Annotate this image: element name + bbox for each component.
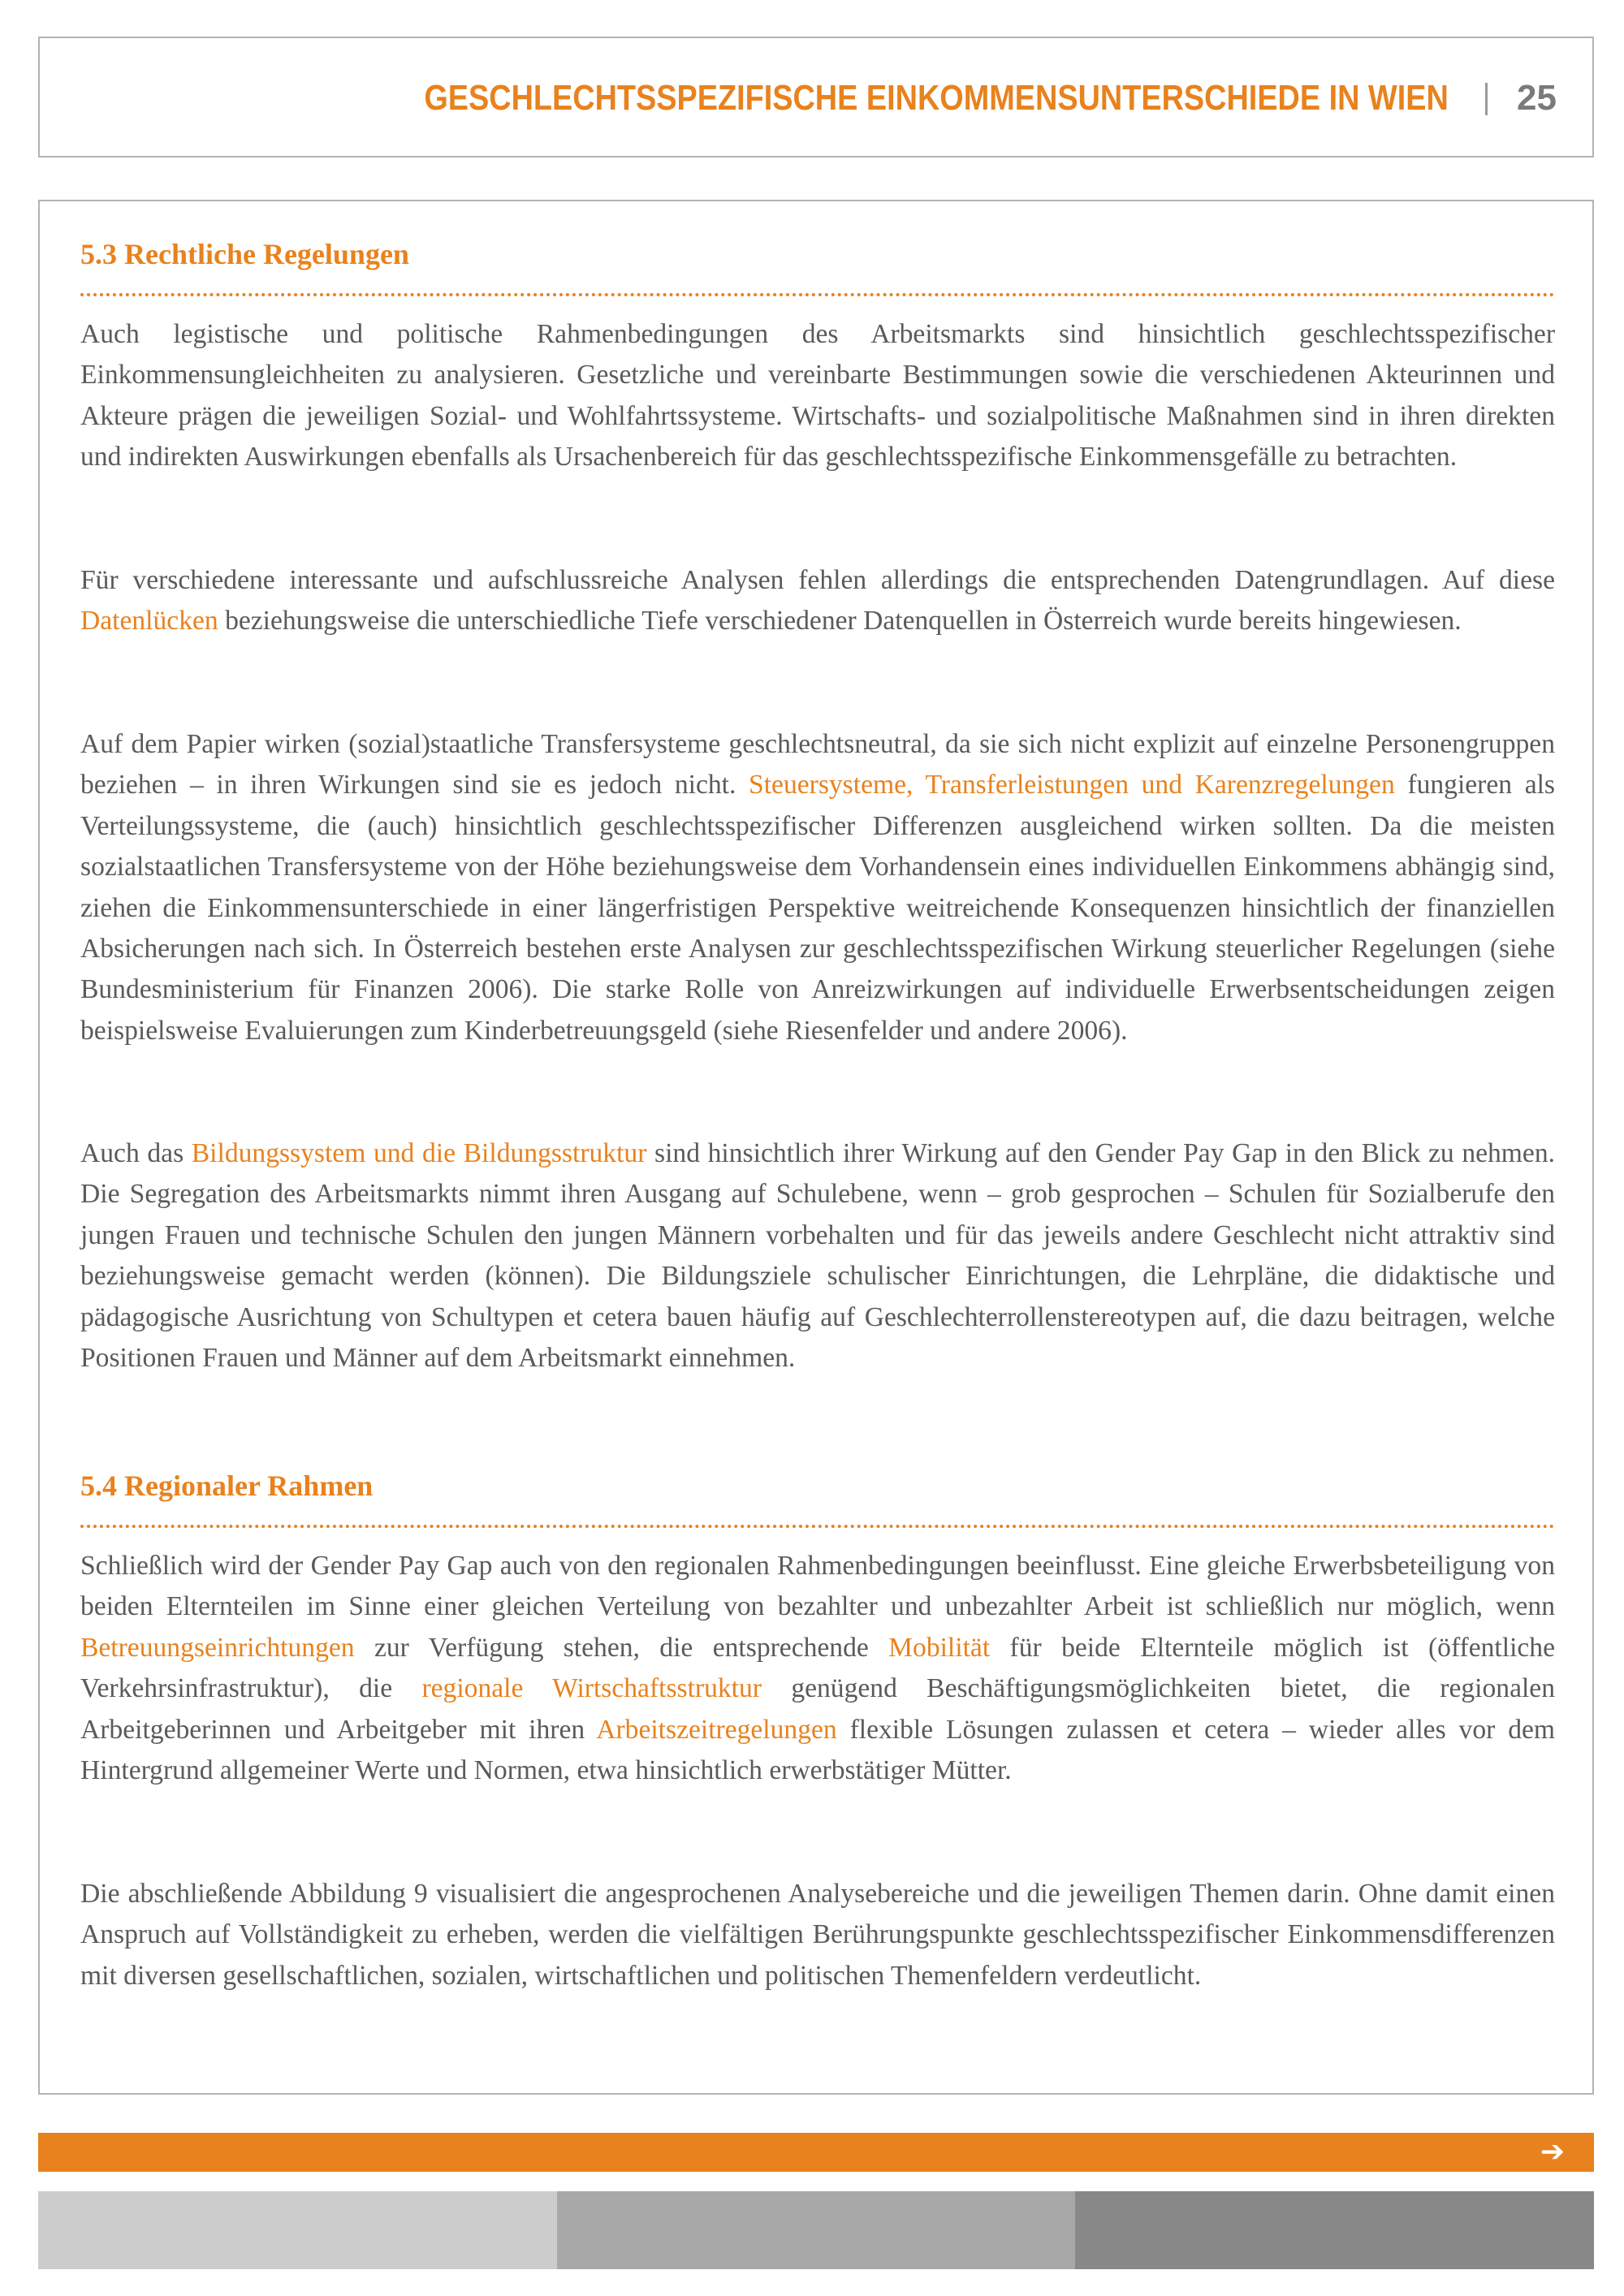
paragraph: Für verschiedene interessante und aufschlussreiche Analysen fehlen allerdings die entsprechenden Datengrundlagen. Auf diese Datenlücken beziehungsweise die unterschiedliche Tiefe verschiedener Datenquellen in Österreich wurde bereits hingewiesen. bbox=[80, 565, 1555, 637]
paragraph: Auf dem Papier wirken (sozial)staatliche Transfersysteme geschlechtsneutral, da sie sich nicht explizit auf einzelne Personengruppen beziehen – in ihren Wirkungen sind sie es jedoch nicht. Steuersysteme, Transferleistungen und Karenzregelungen fungieren als Verteilungssysteme, die (auch) hinsichtlich geschlechtsspezifischer Differenzen ausgleichend wirken sollten. Da die meisten sozialstaatlichen Transfersysteme von der Höhe beziehungsweise dem Vorhandensein eines individuellen Einkommens abhängig sind, ziehen die Einkommensunterschiede in einer längerfristigen Perspektive weitreichende Konsequenzen hinsichtlich der finanziellen Absicherungen nach sich. In Österreich bestehen erste Analysen zur geschlechtsspezifischen Wirkung steuerlicher Regelungen (siehe Bundesministerium für Finanzen 2006). Die starke Rolle von Anreizwirkungen auf individuelle Erwerbsentscheidungen zeigen beispielsweise Evaluierungen zum Kinderbetreuungsgeld (siehe Riesenfelder und andere 2006). bbox=[80, 729, 1555, 1046]
heading-divider bbox=[80, 1525, 1555, 1528]
footer-bar bbox=[38, 2133, 1594, 2172]
heading-divider bbox=[80, 293, 1555, 296]
highlight-term: Bildungssystem und die Bildungsstruktur bbox=[191, 1138, 647, 1168]
page-number: 25 bbox=[1517, 78, 1557, 118]
next-page-arrow-icon[interactable]: ➔ bbox=[1540, 2135, 1565, 2169]
highlight-term: Datenlücken bbox=[80, 606, 218, 637]
paragraph: Auch das Bildungssystem und die Bildungsstruktur sind hinsichtlich ihrer Wirkung auf den Gender Pay Gap in den Blick zu nehmen. Die Segregation des Arbeitsmarkts nimmt ihren Ausgang auf Schulebene, wenn – grob gesprochen – Schulen für Sozialberufe den jungen Frauen und technische Schulen den jungen Männern vorbehalten und für das jeweils andere Geschlecht nicht attraktiv sind beziehungsweise gemacht werden (können). Die Bildungsziele schulischer Einrichtungen, die Lehrpläne, die didaktische und pädagogische Ausrichtung von Schultypen et cetera bauen häufig auf Geschlechterrollenstereotypen auf, die dazu beitragen, welche Positionen Frauen und Männer auf dem Arbeitsmarkt einnehmen. bbox=[80, 1138, 1556, 1374]
header-divider bbox=[1485, 83, 1488, 115]
highlight-term: Steuersysteme, Transferleistungen und Karenzregelungen bbox=[749, 770, 1395, 801]
content-panel bbox=[38, 200, 1594, 2095]
paragraph: Schließlich wird der Gender Pay Gap auch von den regionalen Rahmenbedingungen beeinflusst. Eine gleiche Erwerbsbeteiligung von beiden Elternteilen im Sinne einer gleichen Verteilung von bezahlter und unbezahlter Arbeit ist schließlich nur möglich, wenn Betreuungseinrichtungen zur Verfügung stehen, die entsprechende Mobilität für beide Elternteile möglich ist (öffentliche Verkehrsinfrastruktur), die regionale Wirtschaftsstruktur genügend Beschäftigungsmöglichkeiten bietet, die regionalen Arbeitgeberinnen und Arbeitgeber mit ihren Arbeitszeitregelungen flexible Lösungen zulassen et cetera – wieder alles vor dem Hintergrund allgemeiner Werte und Normen, etwa hinsichtlich erwerbstätiger Mütter. bbox=[80, 1551, 1556, 1786]
highlight-term: regionale Wirtschaftsstruktur bbox=[421, 1673, 762, 1704]
highlight-term: Arbeitszeitregelungen bbox=[596, 1714, 837, 1745]
footer-stripe-dark bbox=[1075, 2191, 1594, 2269]
paragraph: Auch legistische und politische Rahmenbedingungen des Arbeitsmarkts sind hinsichtlich geschlechtsspezifischer Einkommensungleichheiten zu analysieren. Gesetzliche und vereinbarte Bestimmungen sowie die verschiedenen Akteurinnen und Akteure prägen die jeweiligen Sozial- und Wohlfahrtssysteme. Wirtschafts- und sozialpolitische Maßnahmen sind in ihren direkten und indirekten Auswirkungen ebenfalls als Ursachenbereich für das geschlechtsspezifische Einkommensgefälle zu betrachten. bbox=[80, 319, 1555, 473]
footer-stripe-light bbox=[38, 2191, 557, 2269]
page-header bbox=[38, 37, 1594, 158]
footer-stripe-medium bbox=[557, 2191, 1075, 2269]
section-heading-5-3: 5.3 Rechtliche Regelungen bbox=[80, 238, 409, 270]
section-heading-5-4: 5.4 Regionaler Rahmen bbox=[80, 1470, 374, 1502]
highlight-term: Mobilität bbox=[888, 1632, 991, 1663]
highlight-term: Betreuungseinrichtungen bbox=[80, 1632, 355, 1663]
document-title: GESCHLECHTSSPEZIFISCHE EINKOMMENSUNTERSCHIEDE IN WIEN bbox=[424, 78, 1449, 118]
paragraph: Die abschließende Abbildung 9 visualisiert die angesprochenen Analysebereiche und die jeweiligen Themen darin. Ohne damit einen Anspruch auf Vollständigkeit zu erheben, werden die vielfältigen Berührungspunkte geschlechtsspezifischer Einkommensdifferenzen mit diversen gesellschaftlichen, sozialen, wirtschaftlichen und politischen Themenfeldern verdeutlicht. bbox=[80, 1879, 1555, 1991]
